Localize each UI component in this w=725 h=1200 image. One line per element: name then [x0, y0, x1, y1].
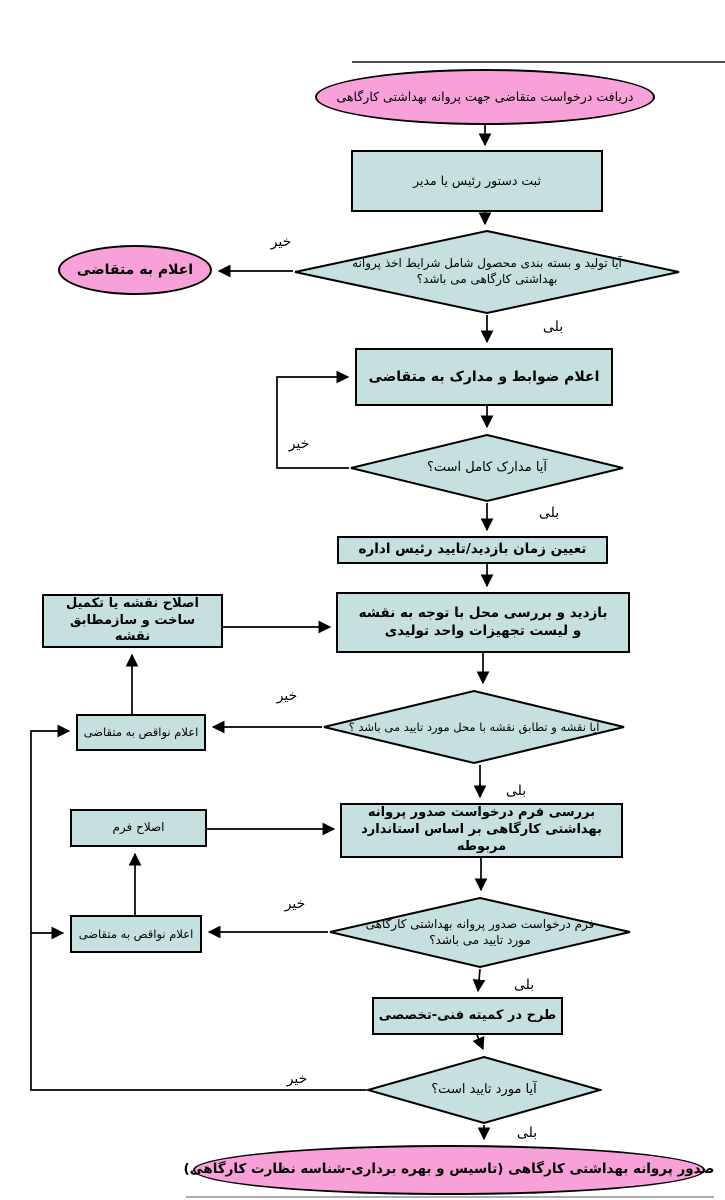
node-site-visit-label: بازدید و بررسی محل با توجه به نقشه و لیست تجهیزات واحد تولیدی — [358, 604, 608, 639]
node-inform-applicant-label: اعلام به متقاضی — [76, 261, 194, 278]
edge-label-no: خیر — [288, 436, 310, 452]
edge-label-no: خیر — [284, 896, 306, 912]
node-announce-defects-2-label: اعلام نواقص به متقاضی — [78, 926, 194, 941]
node-decision-form-label: فرم درخواست صدور پروانه بهداشتی کارگاهی مورد تایید می باشد؟ — [365, 916, 595, 947]
node-decision-map — [322, 689, 626, 765]
node-announce-defects-1-label: اعلام نواقص به متقاضی — [83, 725, 199, 740]
edge-label-yes: بلی — [505, 783, 527, 799]
node-site-visit — [336, 592, 630, 653]
node-decision-docs-label: آیا مدارک کامل است؟ — [426, 459, 548, 475]
edge-label-yes: بلی — [538, 505, 560, 521]
edge-label-no: خیر — [286, 1071, 308, 1087]
node-announce-defects-2 — [70, 915, 202, 953]
node-set-visit-time-label: تعیین زمان بازدید/تایید رئیس اداره — [358, 541, 587, 558]
node-review-form-label: بررسی فرم درخواست صدور پروانه بهداشتی کارگاهی بر اساس استاندارد مربوطه — [361, 805, 602, 854]
node-start-label: دریافت درخواست متقاضی جهت پروانه بهداشتی کارگاهی — [336, 88, 634, 104]
node-set-visit-time — [337, 536, 608, 564]
edge-label-no: خیر — [270, 234, 292, 250]
node-register-order-label: ثبت دستور رئیس یا مدیر — [413, 172, 541, 188]
node-decision-conditions-label: آیا تولید و بسته بندی محصول شامل شرایط اخذ پروانه بهداشتی کارگاهی می باشد؟ — [352, 256, 622, 286]
node-announce-defects-1 — [76, 714, 206, 751]
node-start — [315, 69, 655, 125]
node-decision-conditions — [293, 229, 681, 315]
node-decision-docs — [349, 433, 625, 503]
node-fix-map-label: اصلاح نقشه یا تکمیل ساخت و سازمطابق نقشه — [65, 595, 199, 645]
edge-label-yes: بلی — [542, 319, 564, 335]
node-fix-form — [70, 809, 207, 847]
node-register-order — [351, 150, 603, 212]
node-decision-map-label: آیا نقشه و تطابق نقشه با محل مورد تایید می باشد ؟ — [348, 719, 600, 734]
node-committee-label: طرح در کمیته فنی-تخصصی — [378, 1007, 557, 1023]
edge-label-no: خیر — [276, 688, 298, 704]
node-decision-form — [328, 896, 632, 969]
edge-label-yes: بلی — [513, 977, 535, 993]
node-inform-applicant — [58, 245, 212, 295]
node-review-form — [340, 803, 623, 858]
node-end-label: صدور پروانه بهداشتی کارگاهی (تاسیس و بهره برداری-شناسه نظارت کارگاهی) — [183, 1161, 715, 1178]
node-fix-map — [42, 594, 223, 648]
node-decision-committee — [366, 1055, 602, 1125]
edge-label-yes: بلی — [516, 1125, 538, 1141]
node-fix-form-label: اصلاح فرم — [112, 820, 165, 835]
node-announce-rules — [355, 348, 613, 406]
node-committee — [372, 997, 563, 1035]
node-announce-rules-label: اعلام ضوابط و مدارک به متقاضی — [368, 368, 600, 385]
node-decision-committee-label: آیا مورد تایید است؟ — [431, 1081, 537, 1097]
node-end — [183, 1145, 715, 1195]
